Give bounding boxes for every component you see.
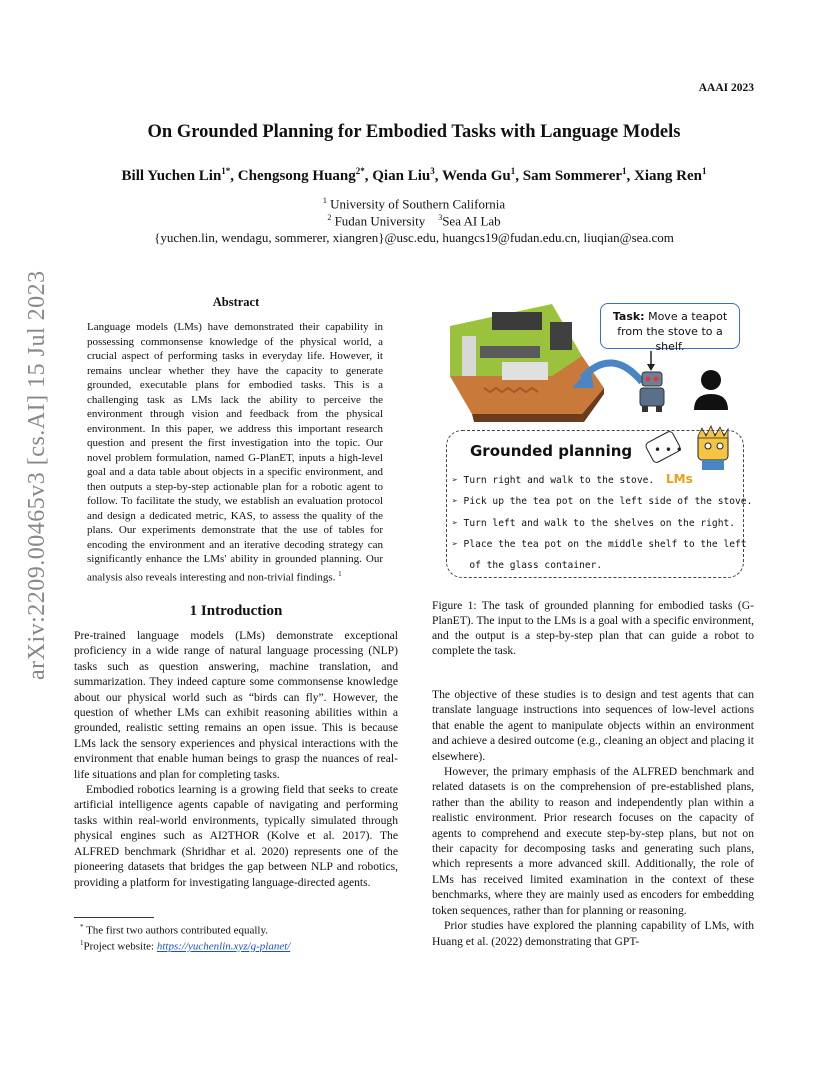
author-sup: 1* (221, 166, 231, 176)
plan-step: ➢ Turn right and walk to the stove. (452, 475, 655, 486)
author-sup: 1 (510, 166, 516, 176)
right-column-text (432, 687, 754, 949)
author-name: Chengsong Huang (237, 168, 356, 184)
paragraph: Prior studies have explored the planning capability of LMs, with Huang et al. (2022) demonstrating that GPT- (432, 919, 754, 948)
paragraph: Embodied robotics learning is a growing field that seeks to create artificial intelligence agents capable of navigating and performing tasks within real-world environments, typically simulated through physical engines such as AI2THOR (Kolve et al. 2017). The ALFRED benchmark (Shridhar et al. 2020) represents one of the pioneering datasets that bridges the gap between NLP and robotics, providing a platform for investigating language-directed agents. (74, 783, 398, 889)
arxiv-stamp: arXiv:2209.00465v3 [cs.AI] 15 Jul 2023 (24, 270, 50, 680)
author-name: Wenda Gu (441, 168, 511, 184)
footnote-project-website: $^1$Project website: https://yuchenlin.xyz/g-planet/ (80, 939, 291, 953)
author-sup: 1 (622, 166, 627, 176)
svg-text:• • •: • • • (654, 443, 683, 457)
footnote-rule (74, 917, 154, 918)
plan-title: Grounded planning (470, 442, 633, 460)
paper-title: On Grounded Planning for Embodied Tasks with Language Models (147, 122, 681, 142)
abstract-text: Language models (LMs) have demonstrated their capability in possessing commonsense knowledge of the physical world, a crucial aspect of performing tasks in everyday life. However, it remains unclear whether they have the capacity to generate grounded, executable plans for embodied tasks. This is a challenging task as LMs lack the ability to perceive the environment through vision and feedback from the physical environment. In this paper, we address this important research question and present the first investigation into the topic. Our novel problem formulation, named G-PlanET, inputs a high-level goal and a data table about objects in a specific environment, and then outputs a step-by-step actionable plan for a robotic agent to follow. To facilitate the study, we establish an evaluation protocol and design a dedicated metric, KAS, to assess the quality of the plans. Our experiments demonstrate that the use of tables for encoding the environment and an iterative decoding strategy can significantly enhance the LMs' ability in grounded planning. Our analysis also reveals interesting and non-trivial findings. $^1$ (87, 321, 383, 584)
affiliation-1: $^1$ University of Southern California (322, 196, 506, 212)
affiliation-2-3: $^2$ Fudan University $^3$Sea AI Lab (327, 213, 501, 229)
author-name: Qian Liu (372, 168, 431, 184)
paragraph: The objective of these studies is to design and test agents that can translate language instructions into sequences of low-level actions that enable the agent to manipulate objects within an environment and achieve a desired outcome (e.g., cleaning an object and placing it elsewhere). (432, 688, 754, 763)
figure-caption: Figure 1: The task of grounded planning for embodied tasks (G-PlanET). The input to the LMs is a goal with a specific environment, and the output is a step-by-step plan that can guide a robot to complete the task. (432, 599, 754, 657)
paragraph: Pre-trained language models (LMs) demonstrate exceptional proficiency in a wide range of natural language processing (NLP) tasks such as question answering, machine translation, and summarization. They indeed capture some commonsense knowledge about our physical world such as “birds can fly”. However, the question of whether LMs can exhibit reasoning abilities within a grounded, realistic setting remains an open issue. This is because LMs lack the sensory experiences and physical interactions with the environment that enable human beings to grasp the nuances of real-life situations and plan for completing tasks. (74, 629, 398, 781)
section-heading-introduction: 1 Introduction (189, 603, 283, 619)
footnote-equal-contribution: * The first two authors contributed equally. (80, 923, 269, 937)
author-sup: 2* (355, 166, 365, 176)
lms-label: LMs (666, 472, 693, 486)
author-name: Bill Yuchen Lin (121, 168, 222, 184)
plan-step: ➢ Turn left and walk to the shelves on the right. (452, 517, 736, 529)
abstract-heading: Abstract (212, 295, 260, 309)
email-list: {yuchen.lin, wendagu, sommerer, xiangren}@usc.edu, huangcs19@fudan.edu.cn, liuqian@sea.com (154, 230, 674, 245)
author-list: Bill Yuchen Lin$^{1*}$, Chengsong Huang$^{2*}$, Qian Liu$^3$, Wenda Gu$^1$, Sam Sommerer$^1$, Xiang Ren$^1$ (121, 166, 707, 184)
plan-step: ➢ Pick up the tea pot on the left side of the stove. (452, 496, 753, 508)
plan-steps (452, 470, 753, 576)
footnote-mark: 1 (338, 569, 342, 578)
plan-step: ➢ Place the tea pot on the middle shelf to the left (452, 538, 747, 550)
plan-step: of the glass container. (452, 560, 603, 572)
author-name: Xiang Ren (634, 168, 702, 184)
project-website-link[interactable]: https://yuchenlin.xyz/g-planet/ (156, 940, 291, 953)
intro-text (74, 628, 398, 890)
author-name: Sam Sommerer (522, 168, 623, 184)
task-box: Task: Move a teapot from the stove to a shelf. (600, 303, 740, 349)
author-sup: 3 (430, 166, 435, 176)
venue-label: AAAI 2023 (698, 82, 754, 94)
paragraph: However, the primary emphasis of the ALFRED benchmark and related datasets is on the comprehension of pre-established plans, rather than the ability to reason and independently plan within a realistic environment. Prior research focuses on the capacity of agents to comprehend and execute step-by-step plans, but not on their capacity for decomposing tasks and generating such plans, which represents a more advanced skill. Additionally, the role of LMs has received limited examination in the context of these benchmarks, where they are mainly used as encoders for embedding token sequences, rather than for planning or reasoning. (432, 765, 754, 917)
author-sup: 1 (701, 166, 707, 176)
